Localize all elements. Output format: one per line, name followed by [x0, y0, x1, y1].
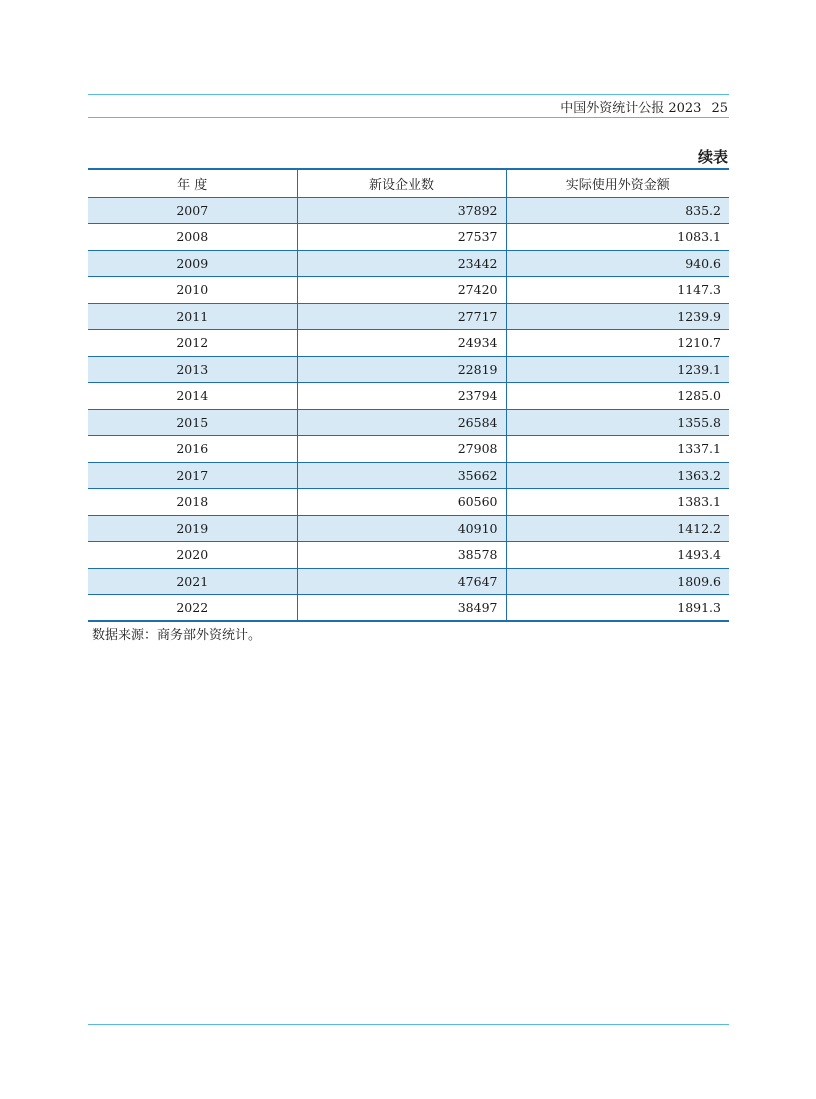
- page-number: 25: [711, 101, 728, 116]
- source-note: 数据来源：商务部外资统计。: [92, 628, 262, 643]
- year-cell: 2022: [176, 600, 209, 615]
- year-cell: 2009: [176, 255, 209, 271]
- new-enterprises-cell: 37892: [297, 197, 506, 224]
- year-cell: 2021: [176, 573, 209, 589]
- new-enterprises-cell: 26584: [297, 409, 506, 436]
- new-enterprises-cell: 38497: [297, 595, 506, 622]
- new-enterprises-cell: 23794: [297, 383, 506, 410]
- table-row: [88, 197, 729, 224]
- header-bottom-rule: [88, 117, 729, 118]
- table-row: [88, 356, 729, 383]
- actual-fdi-cell: 1239.9: [506, 303, 729, 330]
- new-enterprises-cell: 24934: [297, 330, 506, 357]
- actual-fdi-cell: 1355.8: [506, 409, 729, 436]
- actual-fdi-cell: 1147.3: [506, 277, 729, 304]
- footer-rule: [88, 1024, 729, 1025]
- actual-fdi-cell: 1891.3: [506, 595, 729, 622]
- actual-fdi-cell: 1239.1: [506, 356, 729, 383]
- table-row: [88, 489, 729, 516]
- year-cell: 2013: [176, 361, 209, 377]
- new-enterprises-cell: 27717: [297, 303, 506, 330]
- fdi-data-table: [88, 168, 729, 622]
- actual-fdi-cell: 1210.7: [506, 330, 729, 357]
- year-cell: 2020: [176, 547, 209, 563]
- actual-fdi-cell: 940.6: [506, 250, 729, 277]
- table-row: [88, 409, 729, 436]
- new-enterprises-cell: 22819: [297, 356, 506, 383]
- column-header-actual-fdi: 实际使用外资金额: [506, 169, 729, 197]
- new-enterprises-cell: 23442: [297, 250, 506, 277]
- actual-fdi-cell: 1493.4: [506, 542, 729, 569]
- actual-fdi-cell: 1083.1: [506, 224, 729, 251]
- year-cell: 2012: [176, 335, 209, 351]
- new-enterprises-cell: 38578: [297, 542, 506, 569]
- table-row: [88, 436, 729, 463]
- actual-fdi-cell: 835.2: [506, 197, 729, 224]
- year-cell: 2011: [176, 308, 209, 324]
- actual-fdi-cell: 1337.1: [506, 436, 729, 463]
- year-cell: 2015: [176, 414, 209, 430]
- year-cell: 2010: [176, 282, 209, 298]
- table-header-row: [88, 169, 729, 197]
- new-enterprises-cell: 60560: [297, 489, 506, 516]
- table-body: [88, 197, 729, 621]
- table-row: [88, 542, 729, 569]
- table-row: [88, 515, 729, 542]
- new-enterprises-cell: 47647: [297, 568, 506, 595]
- actual-fdi-cell: 1383.1: [506, 489, 729, 516]
- header-top-rule: [88, 94, 729, 95]
- new-enterprises-cell: 35662: [297, 462, 506, 489]
- year-cell: 2008: [176, 229, 209, 245]
- table-row: [88, 330, 729, 357]
- year-cell: 2019: [176, 520, 209, 536]
- publication-title: 中国外资统计公报 2023: [560, 101, 702, 116]
- actual-fdi-cell: 1412.2: [506, 515, 729, 542]
- continued-table-label: 续表: [697, 148, 728, 166]
- new-enterprises-cell: 27908: [297, 436, 506, 463]
- table-row: [88, 462, 729, 489]
- actual-fdi-cell: 1285.0: [506, 383, 729, 410]
- table-row: [88, 568, 729, 595]
- actual-fdi-cell: 1363.2: [506, 462, 729, 489]
- table-row: [88, 277, 729, 304]
- table-row: [88, 595, 729, 622]
- table-row: [88, 383, 729, 410]
- year-cell: 2017: [176, 467, 209, 483]
- actual-fdi-cell: 1809.6: [506, 568, 729, 595]
- year-cell: 2018: [176, 494, 209, 510]
- new-enterprises-cell: 40910: [297, 515, 506, 542]
- year-cell: 2007: [176, 202, 209, 218]
- table-row: [88, 250, 729, 277]
- table-row: [88, 303, 729, 330]
- table-row: [88, 224, 729, 251]
- new-enterprises-cell: 27537: [297, 224, 506, 251]
- column-header-new-enterprises: 新设企业数: [297, 169, 506, 197]
- year-cell: 2016: [176, 441, 209, 457]
- new-enterprises-cell: 27420: [297, 277, 506, 304]
- column-header-year: 年 度: [177, 177, 208, 193]
- year-cell: 2014: [176, 388, 209, 404]
- running-header: [560, 97, 728, 116]
